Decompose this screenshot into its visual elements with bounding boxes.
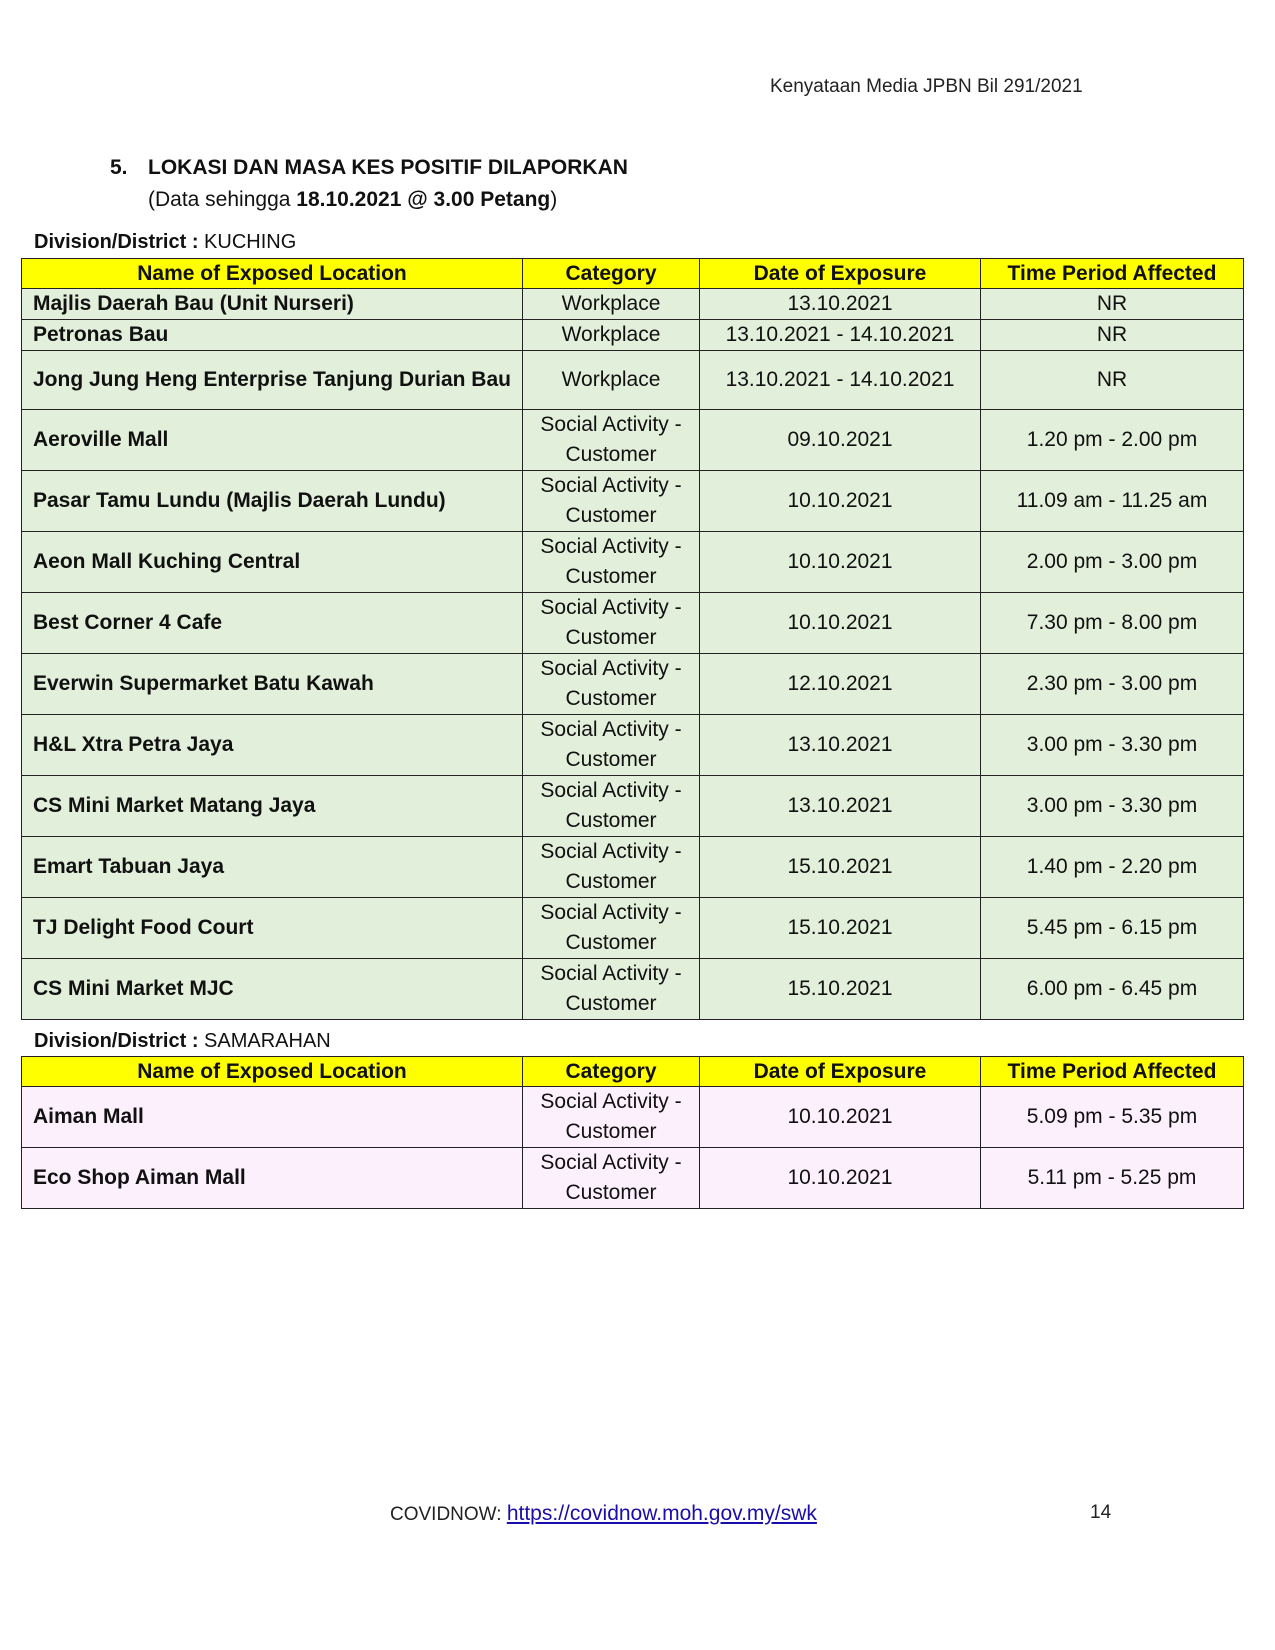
footer <box>390 1502 817 1526</box>
category-cell: Workplace <box>523 320 700 351</box>
location-cell: CS Mini Market Matang Jaya <box>22 776 523 837</box>
table-row <box>22 532 1244 593</box>
date-cell: 15.10.2021 <box>700 837 981 898</box>
time-cell: 5.45 pm - 6.15 pm <box>981 898 1244 959</box>
table-row <box>22 715 1244 776</box>
location-cell: Everwin Supermarket Batu Kawah <box>22 654 523 715</box>
date-cell: 13.10.2021 <box>700 776 981 837</box>
footer-prefix: COVIDNOW: <box>390 1504 507 1525</box>
table-row <box>22 351 1244 410</box>
table-row <box>22 320 1244 351</box>
date-cell: 13.10.2021 - 14.10.2021 <box>700 320 981 351</box>
kuching-locations-table <box>21 258 1244 1020</box>
category-cell: Social Activity - Customer <box>523 1087 700 1148</box>
category-cell: Social Activity - Customer <box>523 776 700 837</box>
column-header-category: Category <box>523 259 700 289</box>
location-cell: Pasar Tamu Lundu (Majlis Daerah Lundu) <box>22 471 523 532</box>
district-label-kuching <box>34 231 296 254</box>
subtitle-date: 18.10.2021 @ 3.00 Petang <box>296 188 551 211</box>
subtitle-open: (Data sehingga <box>148 188 297 211</box>
location-cell: Majlis Daerah Bau (Unit Nurseri) <box>22 289 523 320</box>
time-cell: 3.00 pm - 3.30 pm <box>981 776 1244 837</box>
location-cell: H&L Xtra Petra Jaya <box>22 715 523 776</box>
time-cell: 1.20 pm - 2.00 pm <box>981 410 1244 471</box>
time-cell: 6.00 pm - 6.45 pm <box>981 959 1244 1020</box>
table-row <box>22 1148 1244 1209</box>
column-header-date: Date of Exposure <box>700 259 981 289</box>
table-row <box>22 898 1244 959</box>
table-row <box>22 959 1244 1020</box>
location-cell: Aeroville Mall <box>22 410 523 471</box>
category-cell: Workplace <box>523 289 700 320</box>
category-cell: Social Activity - Customer <box>523 471 700 532</box>
time-cell: NR <box>981 320 1244 351</box>
date-cell: 12.10.2021 <box>700 654 981 715</box>
time-cell: 11.09 am - 11.25 am <box>981 471 1244 532</box>
location-cell: Best Corner 4 Cafe <box>22 593 523 654</box>
date-cell: 10.10.2021 <box>700 1087 981 1148</box>
date-cell: 09.10.2021 <box>700 410 981 471</box>
table-row <box>22 654 1244 715</box>
location-cell: CS Mini Market MJC <box>22 959 523 1020</box>
table-row <box>22 289 1244 320</box>
document-reference: Kenyataan Media JPBN Bil 291/2021 <box>770 76 1083 97</box>
date-cell: 10.10.2021 <box>700 471 981 532</box>
section-heading: LOKASI DAN MASA KES POSITIF DILAPORKAN <box>148 156 628 179</box>
column-header-location: Name of Exposed Location <box>22 1057 523 1087</box>
district-label-prefix: Division/District : <box>34 1030 205 1052</box>
date-cell: 13.10.2021 <box>700 289 981 320</box>
time-cell: 1.40 pm - 2.20 pm <box>981 837 1244 898</box>
category-cell: Social Activity - Customer <box>523 410 700 471</box>
page-number: 14 <box>1090 1502 1112 1523</box>
time-cell: 5.11 pm - 5.25 pm <box>981 1148 1244 1209</box>
category-cell: Social Activity - Customer <box>523 654 700 715</box>
location-cell: Jong Jung Heng Enterprise Tanjung Durian Bau <box>22 351 523 410</box>
subtitle-close: ) <box>550 188 558 211</box>
table-row <box>22 410 1244 471</box>
table-row <box>22 776 1244 837</box>
category-cell: Social Activity - Customer <box>523 532 700 593</box>
district-label-samarahan <box>34 1030 331 1053</box>
district-name: SAMARAHAN <box>204 1030 331 1052</box>
location-cell: Aeon Mall Kuching Central <box>22 532 523 593</box>
location-cell: Eco Shop Aiman Mall <box>22 1148 523 1209</box>
date-cell: 15.10.2021 <box>700 959 981 1020</box>
table-row <box>22 593 1244 654</box>
covidnow-link[interactable]: https://covidnow.moh.gov.my/swk <box>506 1502 817 1525</box>
table-header-row <box>22 1057 1244 1087</box>
category-cell: Social Activity - Customer <box>523 715 700 776</box>
district-label-prefix: Division/District : <box>34 231 205 253</box>
category-cell: Workplace <box>523 351 700 410</box>
time-cell: 7.30 pm - 8.00 pm <box>981 593 1244 654</box>
category-cell: Social Activity - Customer <box>523 593 700 654</box>
date-cell: 10.10.2021 <box>700 1148 981 1209</box>
time-cell: 5.09 pm - 5.35 pm <box>981 1087 1244 1148</box>
column-header-time: Time Period Affected <box>981 259 1244 289</box>
date-cell: 13.10.2021 <box>700 715 981 776</box>
section-subtitle <box>148 188 557 212</box>
column-header-date: Date of Exposure <box>700 1057 981 1087</box>
category-cell: Social Activity - Customer <box>523 959 700 1020</box>
time-cell: NR <box>981 289 1244 320</box>
table-row <box>22 1087 1244 1148</box>
table-row <box>22 837 1244 898</box>
section-number: 5. <box>110 156 128 179</box>
location-cell: TJ Delight Food Court <box>22 898 523 959</box>
samarahan-locations-table <box>21 1056 1244 1209</box>
column-header-category: Category <box>523 1057 700 1087</box>
location-cell: Petronas Bau <box>22 320 523 351</box>
time-cell: NR <box>981 351 1244 410</box>
district-name: KUCHING <box>204 231 297 253</box>
column-header-location: Name of Exposed Location <box>22 259 523 289</box>
table-row <box>22 471 1244 532</box>
category-cell: Social Activity - Customer <box>523 1148 700 1209</box>
location-cell: Emart Tabuan Jaya <box>22 837 523 898</box>
date-cell: 15.10.2021 <box>700 898 981 959</box>
date-cell: 10.10.2021 <box>700 532 981 593</box>
time-cell: 2.30 pm - 3.00 pm <box>981 654 1244 715</box>
category-cell: Social Activity - Customer <box>523 837 700 898</box>
category-cell: Social Activity - Customer <box>523 898 700 959</box>
time-cell: 3.00 pm - 3.30 pm <box>981 715 1244 776</box>
location-cell: Aiman Mall <box>22 1087 523 1148</box>
time-cell: 2.00 pm - 3.00 pm <box>981 532 1244 593</box>
section-title <box>110 156 628 180</box>
table-header-row <box>22 259 1244 289</box>
date-cell: 13.10.2021 - 14.10.2021 <box>700 351 981 410</box>
date-cell: 10.10.2021 <box>700 593 981 654</box>
column-header-time: Time Period Affected <box>981 1057 1244 1087</box>
